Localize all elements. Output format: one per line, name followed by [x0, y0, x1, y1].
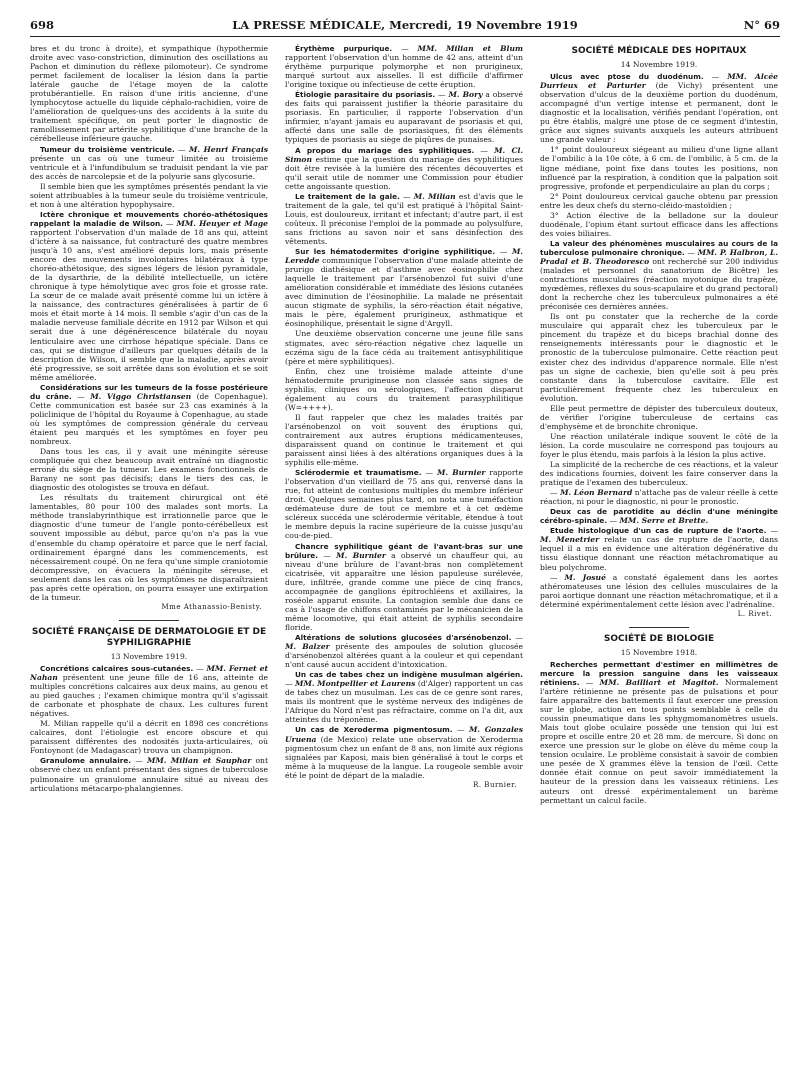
- paragraph: — M. Léon Bernard n'attache pas de valeur réelle à cette réaction, ni pour le diagnostic, ni pour le pronostic.: [540, 488, 778, 507]
- paragraph: M. Milian rappelle qu'il a décrit en 1898 ces concrétions calcaires, dont l'étiologie est encore obscure et qui paraissent différentes des nodosités juxta-articulaires, où Fontoynont (de Madagascar) trouva un champignon.: [30, 719, 268, 756]
- paragraph-text: présente un cas où une tumeur limitée au troisième ventricule et à l'infundibulum se traduisit pendant la vie par des accès de narcolepsie et de la polyurie sans glycosurie.: [30, 153, 268, 181]
- paragraph: Ils ont pu constater que la recherche de la corde musculaire qui apparaît chez les tuberculeux par le pincement du trapèze et du biceps brachial donne des renseignements intéressants pour le diagnostic et le pronostic de la tuberculose pulmonaire. Cette réaction peut exister chez des individus d'apparence normale. Elle n'est pas un signe de cachexie, bien qu'elle soit à peu près constante dans la tuberculose cavitaire. Elle est particulièrement fréquente chez les tuberculeux en évolution.: [540, 312, 778, 403]
- paragraph: Tumeur du troisième ventricule. — M. Henri Français présente un cas où une tumeur limitée au troisième ventricule et à l'infundibulum se traduisit pendant la vie par des accès de narcolepsie et de la polyurie sans glycosurie.: [30, 144, 268, 181]
- section-date: 13 Novembre 1919.: [110, 651, 188, 661]
- paragraph-text: ont observé chez un enfant présentant des signes de tuberculose pulmonaire un granulome annulaire situé au niveau des articulations métacarpo-phalangiennes.: [30, 756, 268, 793]
- paragraph: A propos du mariage des syphilitiques. — M. Cl. Simon estime que la question du mariage des syphilitiques doit être revisée à la lumière des récentes découvertes et qu'il serait utile de nommer une Commission pour étudier cette angoissante question.: [285, 145, 523, 191]
- paragraph: Les résultats du traitement chirurgical ont été lamentables, 80 pour 100 des malades sont morts. La méthode translabyrinthique est irrationnelle parce que le diagnostic d'une tumeur de l'angle ponto-cérébelleux est souvent impossible au début, parce qu'on n'a pas la vue d'ensemble du champ opératoire et parce que le nerf facial, ordinairement épargné dans les commencements, est nécessairement coupé. On ne fera qu'une simple craniotomie décompressive, on évacuera la méningite séreuse, et seulement dans les cas où les symptômes ne disparaîtraient pas après cette opération, on pourra essayer une extirpation de la tumeur.: [30, 493, 268, 602]
- paragraph: Altérations de solutions glucosées d'arsénobenzol. — M. Balzer présente des ampoules de solution glucosée d'arsénobenzol altérées quant à la couleur et qui cependant n'ont causé aucun accident d'intoxication.: [285, 633, 523, 670]
- author: MM. Bailliart et Magitot.: [599, 677, 719, 687]
- article-heading: Le traitement de la gale.: [295, 191, 400, 201]
- article-heading: Granulome annulaire.: [40, 756, 132, 766]
- article-heading: Chancre syphilitique géant de l'avant-bras sur une brûlure.: [285, 541, 523, 560]
- signature: L. Rivet.: [737, 609, 772, 618]
- paragraph: Étiologie parasitaire du psoriasis. — M. Bory a observé des faits qui paraissent justifier la théorie parasitaire du psoriasis. En particulier, il rapporte l'observation d'un infirmier, n'ayant jamais eu auparavant de psoriasis et qui, affecté dans une salle de psoriasiques, fit des éléments typiques de psoriasis au siège de piqûres de punaises.: [285, 90, 523, 145]
- author: M. Henri Français: [189, 144, 268, 154]
- paragraph: 3° Action élective de la belladone sur la douleur duodénale, l'opium étant surtout efficace dans les affections des voies biliaires.: [540, 210, 778, 238]
- article-heading: Sclérodermie et traumatisme.: [295, 468, 422, 478]
- author: MM. Montpellier et Laurens: [295, 679, 416, 689]
- author: MM. Heuyer et Mage: [176, 218, 268, 228]
- section-date: 15 Novembre 1918.: [620, 647, 698, 657]
- paragraph-text: a observé des faits qui paraissent justifier la théorie parasitaire du psoriasis. En particulier, il rapporte l'observation d'un infirmier, n'ayant jamais eu auparavant de psoriasis et qui, affecté dans une salle de psoriasiques, fit des éléments typiques de psoriasis au siège de piqûres de punaises.: [285, 90, 523, 145]
- author: MM. Milian et Sauphar: [147, 756, 252, 766]
- section-date: 14 Novembre 1919.: [620, 60, 698, 69]
- paragraph: Sclérodermie et traumatisme. — M. Burnier rapporte l'observation d'un vieillard de 75 ans qui, renversé dans la rue, fut atteint de contusions multiples du membre inférieur droit. Quelques semaines plus tard, on nota une tuméfaction œdémateuse dure de tout ce membre et à cet œdème scléreux succéda une sclérodermie véritable, étendue à tout le membre depuis la racine supérieure de la cuisse jusqu'au cou-de-pied.: [285, 468, 523, 541]
- paragraph: Il semble bien que les symptômes présentés pendant la vie soient attribuables à la tumeur seule du troisième ventricule, et non à une altération hypophysaire.: [30, 181, 268, 209]
- paragraph: Dans tous les cas, il y avait une méningite séreuse compliquée qui chez beaucoup avait entraîné un diagnostic erroné du siège de la tumeur. Les examens fonctionnels de Barany ne sont pas décisifs; dans le tiers des cas, le diagnostic des otologistes se trouva en défaut.: [30, 447, 268, 493]
- paragraph: Considérations sur les tumeurs de la fosse postérieure du crâne. — M. Viggo Christiansen (de Copenhague). Cette communication est basée sur 23 cas examinés à la policlinique de l'hôpital du Royaume à Copenhague, au stade où les symptômes de compression générale du cerveau étaient peu marqués et les symptômes en foyer peu nombreux.: [30, 382, 268, 447]
- author: M. Burnier: [436, 468, 486, 478]
- paragraph: Il faut rappeler que chez les malades traités par l'arsénobenzol on voit souvent des éruptions qui, contrairement aux autres éruptions médicamenteuses, disparaissent quand on continue le traitement et qui paraissent ainsi liées à des altérations organiques dues à la syphilis elle-même.: [285, 412, 523, 468]
- article-heading: Étiologie parasitaire du psoriasis.: [295, 90, 436, 100]
- article-heading: Ulcus avec ptose du duodénum.: [550, 72, 704, 82]
- article-heading: La valeur des phénomènes musculaires au cours de la tuberculose pulmonaire chronique.: [540, 238, 778, 257]
- paragraph: Deux cas de parotidite au déclin d'une méningite cérébro-spinale. — MM. Serre et Brette.: [540, 507, 778, 526]
- author: M. Menetrier: [540, 535, 600, 545]
- paragraph-text: (de Vichy) présentent une observation d'ulcus de la deuxième portion du duodénum, accompagné d'un vertige intense et permanent, dont le diagnostic et la localisation, vérifiés pendant l'opération, ont pu être établis, malgré une ptose de ce segment d'intestin, grâce aux signes suivants auxquels les auteurs attribuent une grande valeur :: [540, 81, 778, 145]
- article-heading: Un cas de tabes chez un indigène musulman algérien.: [295, 670, 523, 680]
- section-title: SOCIÉTÉ DE BIOLOGIE: [603, 633, 715, 644]
- author: M. Bory: [448, 90, 483, 100]
- paragraph: — M. Josué a constaté également dans les aortes athéromateuses une lésion des cellules musculaires de la paroi aortique donnant une réaction métachromatique, et il a déterminé expérimentalement cette lésion avec l'adrénaline.: [540, 572, 778, 609]
- author: M. Gonzales Uruena: [285, 725, 523, 744]
- paragraph: Etude histologique d'un cas de rupture de l'aorte. — M. Menetrier relate un cas de rupture de l'aorte, dans lequel il a mis en évidence une altération dégénérative du tissu élastique donnant une réaction métachromatique au bleu polychrome.: [540, 526, 778, 572]
- author: MM. P. Halbron, L. Pradal et B. Theodoresco: [540, 247, 778, 266]
- author: MM. Milian et Blum: [417, 44, 523, 53]
- signature: Mme Athanassio-Benisty.: [161, 602, 262, 611]
- section-title: SOCIÉTÉ FRANÇAISE DE DERMATOLOGIE ET DE SYPHILIGRAPHIE: [31, 626, 267, 648]
- issue-number: N° 69: [743, 18, 780, 32]
- article-heading: Deux cas de parotidite au déclin d'une méningite cérébro-spinale.: [540, 507, 778, 526]
- paragraph: Un cas de tabes chez un indigène musulman algérien. — MM. Montpellier et Laurens (d'Alger) rapportent un cas de tabes chez un musulman. Les cas de ce genre sont rares, mais ils montrent que le système nerveux des indigènes de l'Afrique du Nord n'est pas réfractaire, comme on l'a dit, aux atteintes du tréponème.: [285, 670, 523, 725]
- paragraph-text: n'attache pas de valeur réelle à cette réaction, ni pour le diagnostic, ni pour le pronostic.: [540, 488, 778, 507]
- paragraph-text: (de Copenhague). Cette communication est basée sur 23 cas examinés à la policlinique de l'hôpital du Royaume à Copenhague, au stade où les symptômes de compression générale du cerveau étaient peu marqués et les symptômes en foyer peu nombreux.: [30, 391, 268, 447]
- paragraph-text: estime que la question du mariage des syphilitiques doit être revisée à la lumière des récentes découvertes et qu'il serait utile de nommer une Commission pour étudier cette angoissante question.: [285, 154, 523, 191]
- paragraph: Érythème purpurique. — MM. Milian et Blum rapportent l'observation d'un homme de 42 ans, atteint d'un érythème purpurique polymorphe et non prurigineux, marqué surtout aux aisselles. Il est difficile d'affirmer l'origine toxique ou infectieuse de cette éruption.: [285, 44, 523, 90]
- column-1: [30, 44, 268, 1074]
- author: M. Milian: [413, 191, 456, 201]
- paragraph-text: ont recherché sur 200 individus (malades et personnel du sanatorium de Bicêtre) les contractions musculaires (réaction myotonique du trapèze, myœdèmes, réflexes du sous-scapulaire et du grand pectoral) dont la recherche chez les tuberculeux pulmonaires a été préconisée ces dernières années.: [540, 256, 778, 312]
- paragraph-text: rapportent l'observation d'un malade de 18 ans qui, atteint d'ictère à sa naissance, fut contracturé des quatre membres jusqu'à 10 ans, s'est amélioré depuis lors, mais présente encore des mouvements involontaires bilatéraux à type choréo-athétosique, des signes légers de lésion pyramidale, de la dysarthrie, de la débilité intellectuelle, un ictère chronique à type hémolytique avec gros foie et grosse rate. La sœur de ce malade avait présenté comme lui un ictère à la naissance, des contractures généralisées à partir de 6 mois et était morte à 14 mois. Il semble s'agir d'un cas de la maladie nerveuse familiale décrite en 1912 par Wilson et qui serait due à une dégénérescence bilatérale du noyau lenticulaire avec une cirrhose hépatique spéciale. Dans ce cas, qui se distingue d'ailleurs par quelques détails de la description de Wilson, il semble que la maladie, après avoir été progressive, se soit arrêtée dans son évolution et se soit même améliorée.: [30, 227, 268, 382]
- author: M. Josué: [564, 572, 606, 582]
- article-heading: Concrétions calcaires sous-cutanées.: [40, 663, 194, 673]
- paragraph-text: présentent une jeune fille de 16 ans, atteinte de multiples concrétions calcaires aux deux mains, au genou et au pied gauches ; l'examen chimique montra qu'il s'agissait de carbonate et phosphate de chaux. Les cultures furent négatives.: [30, 673, 268, 719]
- article-heading: Tumeur du troisième ventricule.: [40, 144, 175, 154]
- article-heading: A propos du mariage des syphilitiques.: [295, 145, 475, 155]
- paragraph: Concrétions calcaires sous-cutanées. — MM. Fernet et Nahan présentent une jeune fille de 16 ans, atteinte de multiples concrétions calcaires aux deux mains, au genou et au pied gauches ; l'examen chimique montra qu'il s'agissait de carbonate et phosphate de chaux. Les cultures furent négatives.: [30, 663, 268, 719]
- author: MM. Serre et Brette.: [619, 516, 709, 526]
- paragraph-text: (d'Alger) rapportent un cas de tabes chez un musulman. Les cas de ce genre sont rares, mais ils montrent que le système nerveux des indigènes de l'Afrique du Nord n'est pas réfractaire, comme on l'a dit, aux atteintes du tréponème.: [285, 679, 523, 725]
- paragraph: Enfin, chez une troisième malade atteinte d'une hématodermite prurigineuse non classée sans signes de syphilis, cliniques ou sérologiques, l'affection disparut également au cours du traitement parasyphilitique (W=++++).: [285, 366, 523, 412]
- paragraph: Chancre syphilitique géant de l'avant-bras sur une brûlure. — M. Burnier a observé un chauffeur qui, au niveau d'une brûlure de l'avant-bras non complètement cicatrisée, vit apparaître une lésion papuleuse surélevée, dure, infiltrée, grande comme une pièce de cinq francs, accompagnée de ganglions épitrochléens et axillaires, la roséole apparut ensuite. La contagion semble due dans ce cas à l'usage de chiffons contaminés par le mécanicien de la même locomotive, qui était atteint de syphilis secondaire floride.: [285, 541, 523, 632]
- paragraph-text: communique l'observation d'une malade atteinte de prurigo diathésique et d'asthme avec éosinophilie chez laquelle le traitement par l'arsénobenzol fut suivi d'une amélioration considérable et immédiate des lésions cutanées avec diminution de l'éosinophilie. La malade ne présentait aucun stigmate de syphilis, la séro-réaction était négative, mais le père, également prurigineux, asthmatique et éosinophilique, présentait le signe d'Argyll.: [285, 256, 523, 329]
- article-heading: Considérations sur les tumeurs de la fosse postérieure du crâne.: [30, 382, 268, 401]
- paragraph-text: est d'avis que le traitement de la gale, tel qu'il est pratiqué à l'hôpital Saint-Louis, est douloureux, irritant et infectant; d'autre part, il est coûteux. Il préconise l'emploi de la pommade au polysulfure, sans frictions au savon noir et sans désinfection des vêtements.: [285, 191, 523, 246]
- paragraph: Un cas de Xeroderma pigmentosum. — M. Gonzales Uruena (de Mexico) relate une observation de Xeroderma pigmentosum chez un enfant de 8 ans, non limité aux régions signalées par Kaposi, mais bien généralisé à tout le corps et même à la muqueuse de la langue. La rougeole semble avoir été le point de départ de la maladie.: [285, 725, 523, 780]
- header-rule: [30, 36, 780, 37]
- article-heading: Etude histologique d'un cas de rupture de l'aorte.: [550, 526, 767, 536]
- paragraph-text: rapportent l'observation d'un homme de 42 ans, atteint d'un érythème purpurique polymorphe et non prurigineux, marqué surtout aux aisselles. Il est difficile d'affirmer l'origine toxique ou infectieuse de cette éruption.: [285, 53, 523, 90]
- paragraph-text: relate un cas de rupture de l'aorte, dans lequel il a mis en évidence une altération dégénérative du tissu élastique donnant une réaction métachromatique au bleu polychrome.: [540, 535, 778, 572]
- article-heading: Un cas de Xeroderma pigmentosum.: [295, 725, 453, 735]
- paragraph: Granulome annulaire. — MM. Milian et Sauphar ont observé chez un enfant présentant des signes de tuberculose pulmonaire un granulome annulaire situé au niveau des articulations métacarpo-phalangiennes.: [30, 756, 268, 793]
- section-divider: [119, 620, 179, 621]
- paragraph: Une deuxième observation concerne une jeune fille sans stigmates, avec séro-réaction négative chez laquelle un eczéma sigu de la face céda au traitement antisyphilitique (père et mère syphilitiques).: [285, 329, 523, 366]
- section-divider: [629, 627, 689, 628]
- paragraph: Une réaction unilatérale indique souvent le côté de la lésion. La corde musculaire ne correspond pas toujours au foyer le plus étendu, mais parfois à la lésion la plus active.: [540, 431, 778, 459]
- author: M. Burnier: [336, 550, 386, 560]
- paragraph-text: a observé un chauffeur qui, au niveau d'une brûlure de l'avant-bras non complètement cicatrisée, vit apparaître une lésion papuleuse surélevée, dure, infiltrée, grande comme une pièce de cinq francs, accompagnée de ganglions épitrochléens et axillaires, la roséole apparut ensuite. La contagion semble due dans ce cas à l'usage de chiffons contaminés par le mécanicien de la même locomotive, qui était atteint de syphilis secondaire floride.: [285, 550, 523, 632]
- column-2: [285, 44, 523, 1074]
- paragraph: 1° point douloureux siégeant au milieu d'une ligne allant de l'ombilic à la 10e côte, à 6 cm. de l'ombilic, à 5 cm. de la ligne médiane, point fixe dans toutes les positions, non influencé par la respiration, à condition que la palpation soit progressive, profonde et perpendiculaire au plan du corps ;: [540, 145, 778, 191]
- author: M. Léon Bernard: [560, 488, 633, 498]
- author: MM. Alcée Durrieux et Parturier: [540, 72, 778, 91]
- section-title: SOCIÉTÉ MÉDICALE DES HOPITAUX: [571, 46, 747, 56]
- article-heading: Sur les hématodermites d'origine syphilitique.: [295, 247, 496, 257]
- paragraph: Ulcus avec ptose du duodénum. — MM. Alcée Durrieux et Parturier (de Vichy) présentent une observation d'ulcus de la deuxième portion du duodénum, accompagné d'un vertige intense et permanent, dont le diagnostic et la localisation, vérifiés pendant l'opération, ont pu être établis, malgré une ptose de ce segment d'intestin, grâce aux signes suivants auxquels les auteurs attribuent une grande valeur :: [540, 72, 778, 145]
- column-3: [540, 44, 778, 1074]
- author: M. Balzer: [285, 642, 330, 652]
- paragraph-text: a constaté également dans les aortes athéromateuses une lésion des cellules musculaires de la paroi aortique donnant une réaction métachromatique, et il a déterminé expérimentalement cette lésion avec l'adrénaline.: [540, 572, 778, 609]
- article-heading: Érythème purpurique.: [295, 44, 393, 53]
- paragraph-text: (de Mexico) relate une observation de Xeroderma pigmentosum chez un enfant de 8 ans, non limité aux régions signalées par Kaposi, mais bien généralisé à tout le corps et même à la muqueuse de la langue. La rougeole semble avoir été le point de départ de la maladie.: [285, 734, 523, 780]
- author: MM. Fernet et Nahan: [30, 663, 268, 682]
- author: M. Viggo Christiansen: [90, 391, 192, 401]
- paragraph-text: rapporte l'observation d'un vieillard de 75 ans qui, renversé dans la rue, fut atteint de contusions multiples du membre inférieur droit. Quelques semaines plus tard, on nota une tuméfaction œdémateuse dure de tout ce membre et à cet œdème scléreux succéda une sclérodermie véritable, étendue à tout le membre depuis la racine supérieure de la cuisse jusqu'au cou-de-pied.: [285, 468, 523, 541]
- author: M. Cl. Simon: [285, 145, 523, 164]
- journal-title: LA PRESSE MÉDICALE, Mercredi, 19 Novembre 1919: [232, 18, 578, 32]
- paragraph: Ictère chronique et mouvements choréo-athétosiques rappelant la maladie de Wilson. — MM. Heuyer et Mage rapportent l'observation d'un malade de 18 ans qui, atteint d'ictère à sa naissance, fut contracturé des quatre membres jusqu'à 10 ans, s'est amélioré depuis lors, mais présente encore des mouvements involontaires bilatéraux à type choréo-athétosique, des signes légers de lésion pyramidale, de la dysarthrie, de la débilité intellectuelle, un ictère chronique à type hémolytique avec gros foie et grosse rate. La sœur de ce malade avait présenté comme lui un ictère à la naissance, des contractures généralisées à partir de 6 mois et était morte à 14 mois. Il semble s'agir d'un cas de la maladie nerveuse familiale décrite en 1912 par Wilson et qui serait due à une dégénérescence bilatérale du noyau lenticulaire avec une cirrhose hépatique spéciale. Dans ce cas, qui se distingue d'ailleurs par quelques détails de la description de Wilson, il semble que la maladie, après avoir été progressive, se soit arrêtée dans son évolution et se soit même améliorée.: [30, 209, 268, 382]
- paragraph: Le traitement de la gale. — M. Milian est d'avis que le traitement de la gale, tel qu'il est pratiqué à l'hôpital Saint-Louis, est douloureux, irritant et infectant; d'autre part, il est coûteux. Il préconise l'emploi de la pommade au polysulfure, sans frictions au savon noir et sans désinfection des vêtements.: [285, 191, 523, 246]
- page-number: 698: [30, 18, 55, 32]
- paragraph: Elle peut permettre de dépister des tuberculeux douteux, de vérifier l'origine tuberculeuse de certains cas d'emphysème et de bronchite chronique.: [540, 403, 778, 431]
- author: M. Leredde: [285, 247, 523, 266]
- paragraph-text: Normalement l'artère rétinienne ne présente pas de pulsations et pour faire apparaître des battements il faut exercer une pression sur le globe, action en tous points semblable à celle du coussin pneumatique dans les sphygmomanomètres usuels. Mais tout globe oculaire possède une tension qui lui est propre et oscille entre 20 et 28 mm. de mercure. Si donc on exerce une pression sur le globe on élève du même coup la tension oculaire. Le problème consistait à savoir de combien une pesée de X grammes élève la tension de l'œil. Cette donnée était connue on peut savoir immédiatement la hauteur de la pression dans les vaisseaux rétiniens. Les auteurs ont dressé expérimentalement un barème permettant un calcul facile.: [540, 677, 778, 805]
- paragraph: La simplicité de la recherche de ces réactions, et la valeur des indications fournies, doivent les faire conserver dans la pratique de l'examen des tuberculeux.: [540, 460, 778, 488]
- article-heading: Altérations de solutions glucosées d'arsénobenzol.: [295, 633, 512, 642]
- signature: R. Burnier.: [473, 780, 517, 789]
- paragraph: 2° Point douloureux cervical gauche obtenu par pression entre les deux chefs du sterno-cléido-mastoïdien ;: [540, 191, 778, 210]
- article-heading: Recherches permettant d'estimer en millimètres de mercure la pression sanguine dans les vaisseaux rétiniens.: [540, 659, 778, 687]
- paragraph: Recherches permettant d'estimer en millimètres de mercure la pression sanguine dans les vaisseaux rétiniens. — MM. Bailliart et Magitot. Normalement l'artère rétinienne ne présente pas de pulsations et pour faire apparaître des battements il faut exercer une pression sur le globe, action en tous points semblable à celle du coussin pneumatique dans les sphygmomanomètres usuels. Mais tout globe oculaire possède une tension qui lui est propre et oscille entre 20 et 28 mm. de mercure. Si donc on exerce une pression sur le globe on élève du même coup la tension oculaire. Le problème consistait à savoir de combien une pesée de X grammes élève la tension de l'œil. Cette donnée était connue on peut savoir immédiatement la hauteur de la pression dans les vaisseaux rétiniens. Les auteurs ont dressé expérimentalement un barème permettant un calcul facile.: [540, 659, 778, 805]
- paragraph: bres et du tronc à droite), et sympathique (hypothermie droite avec vaso-constriction, diminution des oscillations au Pachon et diminution du réflexe pilomoteur). Ce syndrome permet facilement de localiser la lésion dans la partie latérale gauche de l'étage moyen de la calotte protubérantielle. En raison d'une iritis ancienne, d'une lymphocytose actuelle du liquide céphalo-rachidien, voire de l'amélioration de quelques-uns des accidents à la suite du traitement spécifique, on peut porter le diagnostic de ramollissement par artérite syphilitique d'une branche de la cérébelleuse inférieure gauche.: [30, 44, 268, 144]
- paragraph: Sur les hématodermites d'origine syphilitique. — M. Leredde communique l'observation d'une malade atteinte de prurigo diathésique et d'asthme avec éosinophilie chez laquelle le traitement par l'arsénobenzol fut suivi d'une amélioration considérable et immédiate des lésions cutanées avec diminution de l'éosinophilie. La malade ne présentait aucun stigmate de syphilis, la séro-réaction était négative, mais le père, également prurigineux, asthmatique et éosinophilique, présentait le signe d'Argyll.: [285, 247, 523, 329]
- paragraph: La valeur des phénomènes musculaires au cours de la tuberculose pulmonaire chronique. — MM. P. Halbron, L. Pradal et B. Theodoresco ont recherché sur 200 individus (malades et personnel du sanatorium de Bicêtre) les contractions musculaires (réaction myotonique du trapèze, myœdèmes, réflexes du sous-scapulaire et du grand pectoral) dont la recherche chez les tuberculeux pulmonaires a été préconisée ces dernières années.: [540, 238, 778, 312]
- page-header: [30, 18, 780, 32]
- paragraph-text: présente des ampoules de solution glucosée d'arsénobenzol altérées quant à la couleur et qui cependant n'ont causé aucun accident d'intoxication.: [285, 642, 523, 670]
- article-heading: Ictère chronique et mouvements choréo-athétosiques rappelant la maladie de Wilson.: [30, 209, 268, 228]
